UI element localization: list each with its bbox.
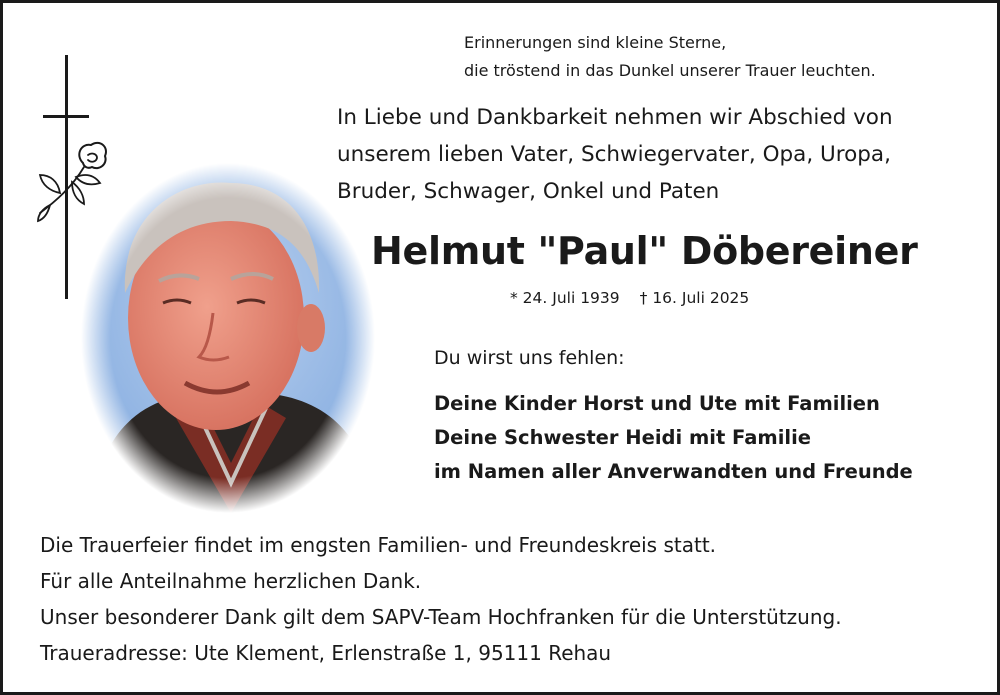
death-date: † 16. Juli 2025 [639,289,750,307]
farewell-intro [337,99,893,210]
portrait-photo [81,163,375,513]
quote-line: Erinnerungen sind kleine Sterne, [464,33,727,52]
birth-date: * 24. Juli 1939 [510,289,620,307]
footer-notes [40,527,842,671]
mourners-list [434,387,913,489]
mourner-line: Deine Schwester Heidi mit Familie [434,426,811,449]
intro-line: Bruder, Schwager, Onkel und Paten [337,179,720,204]
mourning-address: Traueradresse: Ute Klement, Erlenstraße 1, 95111 Rehau [40,641,612,665]
intro-line: unserem lieben Vater, Schwiegervater, Opa, Uropa, [337,142,891,167]
mourner-line: im Namen aller Anverwandten und Freunde [434,460,913,483]
life-dates [510,289,749,307]
memorial-quote [464,29,876,85]
mourners-heading: Du wirst uns fehlen: [434,347,625,369]
mourner-line: Deine Kinder Horst und Ute mit Familien [434,392,880,415]
footer-line: Für alle Anteilnahme herzlichen Dank. [40,569,422,593]
footer-line: Unser besonderer Dank gilt dem SAPV-Team Hochfranken für die Unterstützung. [40,605,842,629]
footer-line: Die Trauerfeier findet im engsten Familien- und Freundeskreis statt. [40,533,717,557]
intro-line: In Liebe und Dankbarkeit nehmen wir Abschied von [337,105,893,130]
quote-line: die tröstend in das Dunkel unserer Trauer leuchten. [464,61,876,80]
deceased-name: Helmut "Paul" Döbereiner [371,229,918,273]
